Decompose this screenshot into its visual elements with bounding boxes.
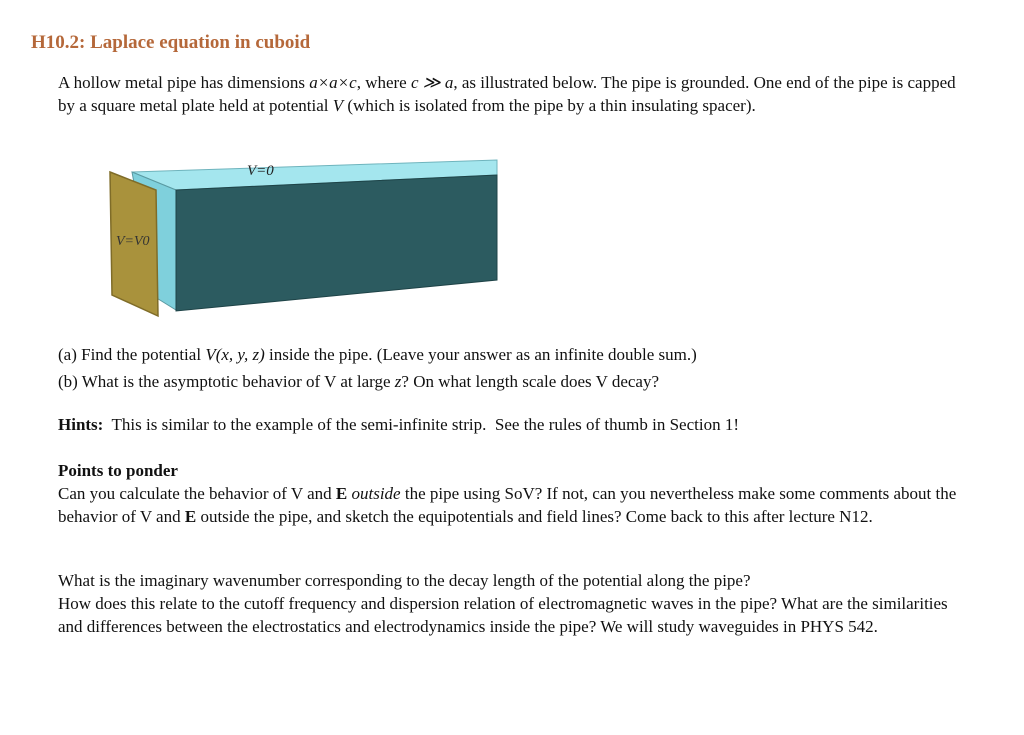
- intro-text-3: , as illustrated below. The pipe is grounded. One end of the pipe is capped by a square metal plate held at potential: [58, 73, 956, 115]
- problem-title: H10.2: Laplace equation in cuboid: [31, 32, 311, 53]
- question-a-pre: (a) Find the potential: [58, 345, 206, 364]
- question-b-variable: z: [394, 372, 402, 391]
- hints-label: Hints:: [58, 415, 104, 434]
- field-symbol-2: E: [184, 507, 197, 526]
- label-top-potential: V=0: [247, 163, 274, 179]
- hints-line: [58, 413, 739, 436]
- question-a-function: V(x, y, z): [205, 345, 265, 364]
- intro-text-1: A hollow metal pipe has dimensions: [58, 73, 310, 92]
- question-a: [58, 343, 697, 366]
- outside-emphasis: outside: [351, 484, 401, 503]
- question-b-post: ? On what length scale does V decay?: [401, 372, 659, 391]
- ponder-paragraph: [58, 482, 958, 528]
- final-line-1: What is the imaginary wavenumber corresponding to the decay length of the potential along the pipe?: [58, 571, 751, 590]
- final-paragraph: [58, 569, 958, 638]
- intro-paragraph: [58, 71, 958, 117]
- question-a-post: inside the pipe. (Leave your answer as an infinite double sum.): [264, 345, 697, 364]
- pipe-dimensions: a×a×c: [309, 73, 357, 92]
- pipe-figure: [100, 150, 520, 325]
- potential-symbol: V: [332, 96, 344, 115]
- ponder-heading: Points to ponder: [58, 461, 178, 480]
- intro-text-2: , where: [356, 73, 411, 92]
- length-condition: c ≫ a: [410, 73, 454, 92]
- ponder-text-4: outside the pipe, and sketch the equipotentials and field lines? Come back to this after lecture N12.: [196, 507, 873, 526]
- ponder-text-3: the pipe using SoV? If not, can you nevertheless make some comments about the behavior of V and: [58, 484, 957, 526]
- ponder-text-1: Can you calculate the behavior of V and: [58, 484, 336, 503]
- question-b-pre: (b) What is the asymptotic behavior of V at large: [58, 372, 395, 391]
- label-plate-potential: V=V0: [116, 234, 150, 249]
- question-b: [58, 370, 659, 393]
- hints-text: This is similar to the example of the semi-infinite strip. See the rules of thumb in Section 1!: [103, 415, 740, 434]
- field-symbol-1: E: [335, 484, 348, 503]
- intro-text-4: (which is isolated from the pipe by a thin insulating spacer).: [343, 96, 756, 115]
- pipe-front-face: [176, 175, 497, 311]
- final-line-2: How does this relate to the cutoff frequency and dispersion relation of electromagnetic waves in the pipe? What are the similarities and differences between the electrostatics and electrodynamics inside the pipe? We will study waveguides in PHYS 542.: [58, 594, 948, 636]
